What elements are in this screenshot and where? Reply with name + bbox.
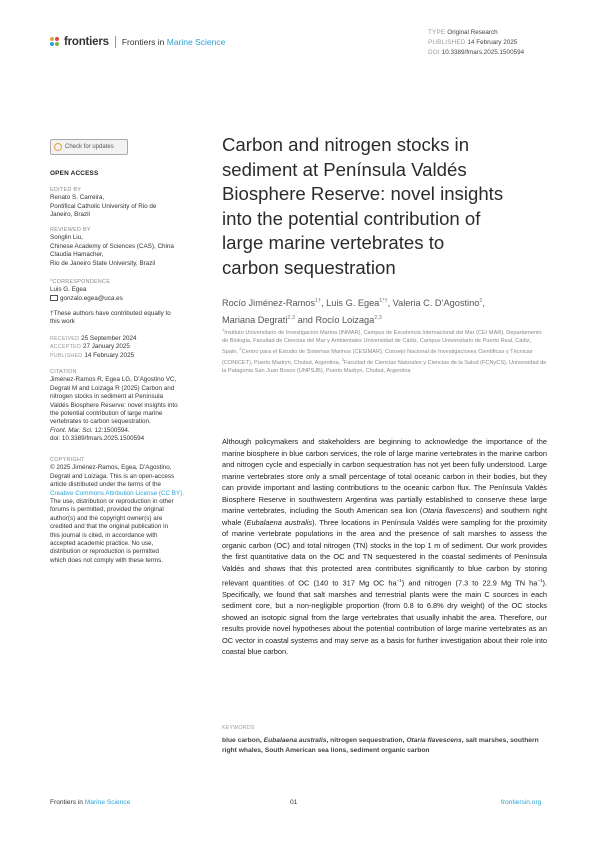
keywords-heading: KEYWORDS <box>222 725 255 731</box>
author-list: Rocío Jiménez-Ramos$^{1\dagger}$, Luis G. Egea$^{1*\dagger}$, Valeria C. D’Agostino$^2$, Mariana Degrati$^{2,3}$ and Rocío Loizaga$^{2,3}$ <box>222 298 485 326</box>
reviewed-by: REVIEWED BY Songlin Liu, Chinese Academy of Sciences (CAS), China Claudia Hamacher, Rio de Janeiro State University, Brazil <box>50 227 174 267</box>
keyword-text: , salt marshes, southern right whales, South American sea lions, sediment organic carbon <box>222 737 539 755</box>
dates: RECEIVED 25 September 2024 ACCEPTED 27 January 2025 PUBLISHED 14 February 2025 <box>50 335 137 359</box>
author-name: Luis G. Egea <box>326 298 380 309</box>
article-type: Original Research <box>447 29 498 36</box>
affiliation-mark: 1 <box>222 327 225 332</box>
author-affiliation-mark: 2,3 <box>374 315 382 322</box>
cc-by-license-link[interactable]: Creative Commons Attribution License (CC BY). <box>50 489 185 497</box>
keyword-text: Otaria flavescens <box>406 737 462 744</box>
correspondence: *CORRESPONDENCE Luis G. Egea gonzalo.egea@uca.es <box>50 279 123 302</box>
affiliation-mark: 3 <box>341 357 344 362</box>
header-divider <box>115 36 116 48</box>
brand-name: frontiers <box>64 36 109 48</box>
affiliations <box>222 326 548 375</box>
open-access-label: OPEN ACCESS <box>50 170 99 177</box>
journal-header <box>50 36 225 48</box>
publish-date: 14 February 2025 <box>467 39 518 46</box>
author-name: Valeria C. D’Agostino <box>392 298 480 309</box>
page-number: 01 <box>290 799 298 806</box>
author-name: Rocío Loizaga <box>315 315 375 326</box>
citation: CITATION Jiménez-Ramos R, Egea LG, D’Agostino VC, Degrati M and Loizaga R (2025) Carbon and nitrogen stocks in sediment at Península Valdés Biosphere Reserve: novel insights into the potential contribution of large marine vertebrates to carbon sequestration. Front. Mar. Sci. 12:1500594. doi: 10.3389/fmars.2025.1500594 <box>50 369 178 443</box>
affiliation-mark: 2 <box>239 346 242 352</box>
edited-by: EDITED BY Renato S. Carreira, Pontifical Catholic University of Rio de Janeiro, Brazil <box>50 187 157 219</box>
keyword-text: blue carbon, <box>222 737 264 744</box>
author-name: Mariana Degrati <box>222 315 288 326</box>
keyword-text: Eubalaena australis <box>263 737 327 744</box>
footer-journal: Frontiers in Marine Science <box>50 799 131 806</box>
equal-contribution-note: †These authors have contributed equally to this work <box>50 310 171 326</box>
doi: 10.3389/fmars.2025.1500594 <box>441 49 525 56</box>
author-affiliation-mark: 2 <box>479 298 483 304</box>
update-icon <box>54 143 62 151</box>
footer-site-link[interactable]: frontiersin.org <box>501 799 542 806</box>
affiliation-text: Instituto Universitario de Investigación Marina (INMAR), Campus de Excelencia Internacional del Mar (CEI MAR), Departamento de Biología, Facultad de Ciencias del Mar y Ambientales Universidad de Cádiz, Campus Universitario de Puerto Real, Cádiz, Spain, <box>222 329 542 355</box>
frontiers-logo-icon <box>50 37 61 48</box>
author-affiliation-mark: 2,3 <box>287 315 296 322</box>
journal-name: Frontiers in Marine Science <box>121 37 226 47</box>
copyright: COPYRIGHT © 2025 Jiménez-Ramos, Egea, D’Agostino, Degrati and Loizaga. This is an open-access article distributed under the terms of the Creative Commons Attribution License (CC BY). The use, distribution or reproduction in other forums is permitted, provided the original author(s) and the copyright owner(s) are credited and that the original publication in this journal is cited, in accordance with accepted academic practice. No use, distribution or reproduction is permitted which does not comply with these terms. <box>50 456 200 565</box>
affiliation-text: Facultad de Ciencias Naturales y Ciencias de la Salud (FCNyCS), Universidad de la Patagonia San Juan Bosco (UNPSJB), Puerto Madryn, Chubut, Argentina <box>222 359 547 374</box>
article-title: Carbon and nitrogen stocks in sediment at Península Valdés Biosphere Reserve: novel insights into the potential contribution of large marine vertebrates to carbon sequestration <box>222 134 504 278</box>
author-name: Rocío Jiménez-Ramos <box>222 298 315 309</box>
abstract: Although policymakers and stakeholders are beginning to acknowledge the importance of the marine biosphere in blue carbon services, the role of large marine vertebrates in the marine carbon and nitrogen cycle and especially in carbon sequestration has not yet been fully understood. Large marine vertebrates store only a small percentage of total oceanic carbon in their bodies, but they can provide important and lasting contributions to the oceanic carbon flux. The Península Valdés Biosphere Reserve in southwestern Argentina was partially established to conserve these large marine vertebrates, including the South American sea lion (Otaria flavescens) and southern right whale (Eubalaena australis). Three locations in Península Valdés were sampling for the proximity of marine vertebrate populations in the area and the presence of salt marshes to assess the organic carbon (OC) and total nitrogen (TN) stocks in the top 1 m of sediment. Our work provides the first quantitative data on the OC and TN sequestered in the coastal sediments of Península Valdés and shows that this protected area contributes significantly to blue carbon by storing relevant quantities of OC (140 to 317 Mg OC $ha^{-1}$) and nitrogen (7.3 to 22.9 Mg TN $ha^{-1}$). Specifically, we found that salt marshes and terrestrial plants were the main C sources in each sediment core, but a non-negligible proportion (from 0.8 to 6.8% dry weight) of the OC stocks showed an isotopic signal from the large vertebrates that usually inhabit the area. Therefore, our results provide novel hypotheses about the potential contribution of large marine vertebrates as an OC vector in coastal systems and may serve as a basis for further investigation about their role into coastal blue carbon. <box>222 437 548 657</box>
keywords <box>222 736 548 756</box>
author-affiliation-mark: 1† <box>314 298 322 304</box>
affiliation-text: Centro para el Estudio de Sistemas Marinos (CESIMAR), Consejo Nacional de Investigaciones Científicas y Técnicas (CONICET), Puerto Madryn, Chubut, Argentina, <box>222 348 533 366</box>
keyword-text: , nitrogen sequestration, <box>326 737 407 744</box>
email-icon <box>50 295 58 301</box>
check-for-updates-button[interactable]: Check for updates <box>50 139 128 155</box>
article-meta: TYPE Original Research PUBLISHED 14 February 2025 DOI 10.3389/fmars.2025.1500594 <box>428 29 525 56</box>
author-affiliation-mark: 1*† <box>379 298 388 304</box>
corr-email-link[interactable]: gonzalo.egea@uca.es <box>60 294 123 302</box>
